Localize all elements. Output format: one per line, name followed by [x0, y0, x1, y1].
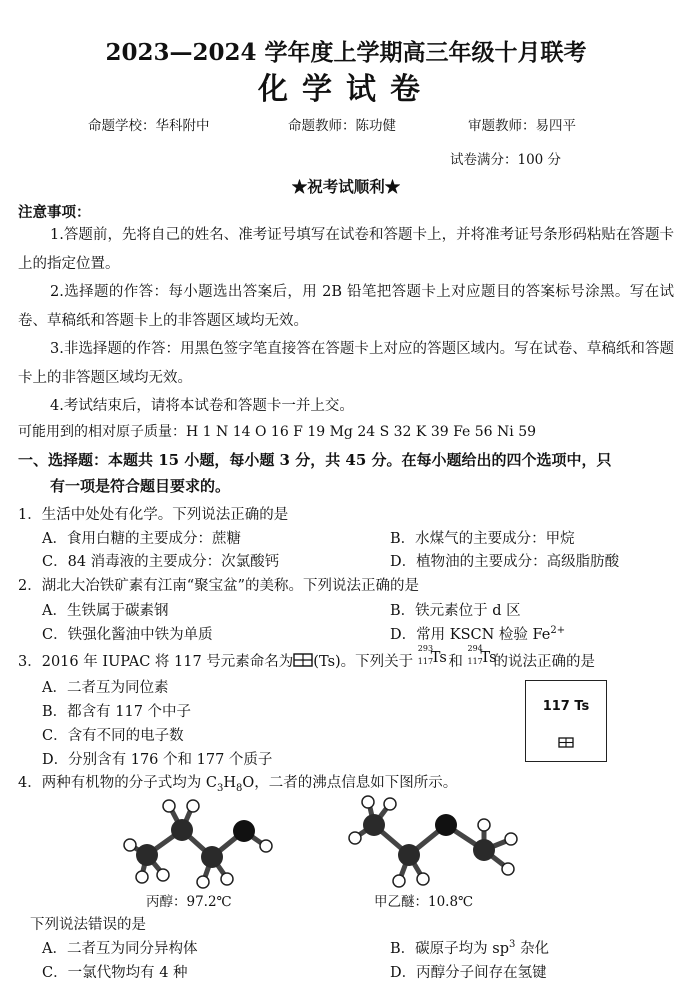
q1-option-d: D．植物油的主要成分：高级脂肪酸	[390, 554, 620, 570]
element-symbol: 117 Ts	[542, 699, 590, 714]
author-info: 命题教师：陈功健	[288, 118, 396, 134]
q2-stem: 2．湖北大冶铁矿素有江南“聚宝盆”的美称。下列说法正确的是	[18, 578, 420, 594]
full-score: 试卷满分：100 分	[450, 152, 562, 168]
q2-option-a: A．生铁属于碳素钢	[42, 603, 169, 619]
propanol-model-icon	[112, 795, 292, 895]
atomic-masses: 可能用到的相对原子质量：H 1 N 14 O 16 F 19 Mg 24 S 32 K 39 Fe 56 Ni 59	[18, 424, 537, 440]
element-name	[526, 737, 606, 751]
tian-glyph-icon	[558, 737, 574, 748]
methyl-ethyl-ether-model-icon	[334, 795, 534, 895]
q3-option-a: A．二者互为同位素	[42, 680, 169, 696]
q2-option-d: D．常用 KSCN 检验 $Fe^{2+}$	[390, 625, 566, 643]
q4-option-b: B．碳原子均为 $sp^3$ 杂化	[390, 939, 549, 957]
note-item-3: 3.非选择题的作答：用黑色签字笔直接答在答题卡上对应的答题区域内。写在试卷、草稿纸和答题卡上的非答题区域均无效。	[18, 341, 674, 386]
q2-option-c: C．铁强化酱油中铁为单质	[42, 627, 213, 643]
q1-option-c: C．84 消毒液的主要成分：次氯酸钙	[42, 554, 280, 570]
q1-stem: 1．生活中处处有化学。下列说法正确的是	[18, 507, 289, 523]
section1-heading: 一、选择题：本题共 15 小题，每小题 3 分，共 45 分。在每小题给出的四个选项中，只	[18, 451, 612, 469]
reviewer-info: 审题教师：易四平	[468, 118, 576, 134]
note-item-1: 1.答题前，先将自己的姓名、准考证号填写在试卷和答题卡上，并将准考证号条形码粘贴在答题卡上的指定位置。	[18, 227, 674, 272]
q1-option-b: B．水煤气的主要成分：甲烷	[390, 531, 575, 547]
section1-heading-cont: 有一项是符合题目要求的。	[50, 477, 231, 495]
subject-title: 化学试卷	[258, 72, 434, 107]
q4-option-d: D．丙醇分子间存在氢键	[390, 965, 547, 981]
q4-option-a: A．二者互为同分异构体	[42, 941, 198, 957]
q3-option-b: B．都含有 117 个中子	[42, 704, 192, 720]
note-item-4: 4.考试结束后，请将本试卷和答题卡一并上交。	[50, 398, 354, 414]
exam-title: 2023—2024 学年度上学期高三年级十月联考	[105, 39, 587, 66]
q4-stem: 4．两种有机物的分子式均为 $C_3H_8O$，二者的沸点信息如下图所示。	[18, 775, 458, 794]
ether-label: 甲乙醚：10.8℃	[374, 894, 474, 910]
propanol-label: 丙醇：97.2℃	[146, 894, 232, 910]
q3-option-c: C．含有不同的电子数	[42, 728, 184, 744]
q2-option-b: B．铁元素位于 d 区	[390, 603, 521, 619]
good-luck-line: ★祝考试顺利★	[291, 177, 401, 196]
note-item-2: 2.选择题的作答：每小题选出答案后，用 2B 铅笔把答题卡上对应题目的答案标号涂黑。写在试卷、草稿纸和答题卡上的非答题区域均无效。	[18, 284, 674, 329]
q3-option-d: D．分别含有 176 个和 177 个质子	[42, 752, 273, 768]
isotope-294: 294 117 Ts	[467, 644, 497, 666]
q1-option-a: A．食用白糖的主要成分：蔗糖	[42, 531, 241, 547]
notes-heading: 注意事项：	[18, 204, 91, 221]
periodic-element-box	[525, 680, 607, 762]
tian-glyph-icon	[293, 653, 313, 667]
q3-stem: 3．2016 年 IUPAC 将 117 号元素命名为 (Ts)。下列关于 293 117 Ts 和 294 117 Ts 的说法正确的是	[18, 644, 595, 670]
isotope-293: 293 117 Ts	[417, 644, 447, 666]
q4-ask: 下列说法错误的是	[30, 917, 146, 933]
school-info: 命题学校：华科附中	[88, 118, 210, 134]
q4-option-c: C．一氯代物均有 4 种	[42, 965, 188, 981]
